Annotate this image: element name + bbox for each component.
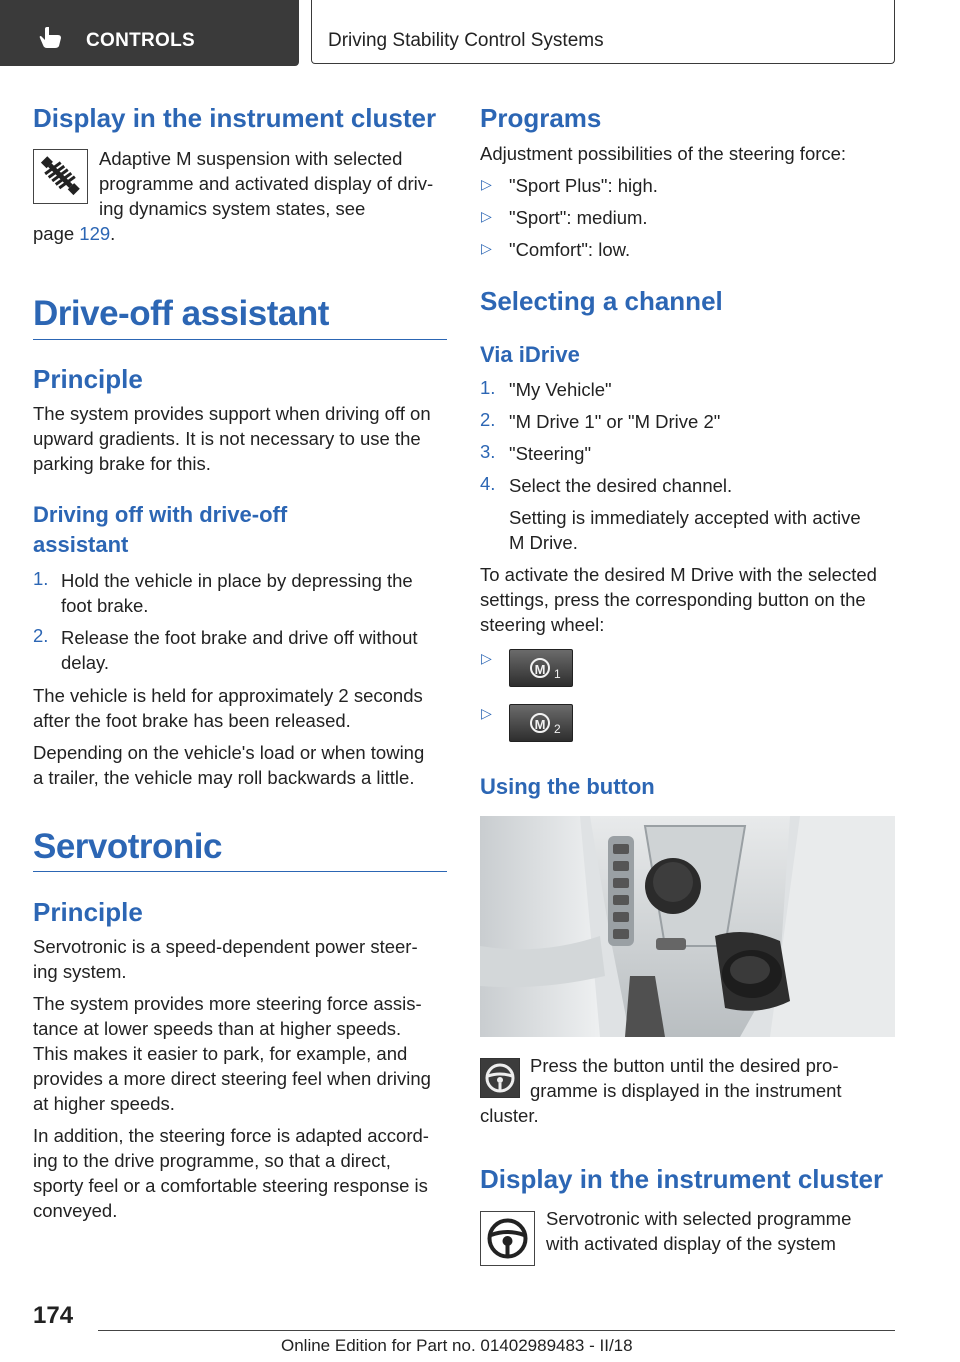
display-text-4 <box>33 221 115 247</box>
servo-2-line-3: This makes it easier to park, for example, and <box>33 1043 408 1064</box>
programs-intro: Adjustment possibilities of the steering force: <box>480 143 847 164</box>
principle-heading: Principle <box>33 364 143 394</box>
servo-principle-heading: Principle <box>33 897 143 927</box>
step-2-line-1: Release the foot brake and drive off without <box>61 627 418 648</box>
drive-off-rule <box>33 339 447 340</box>
pointing-hand-icon <box>38 26 62 48</box>
principle-line-1: The system provides support when driving off on <box>33 403 431 424</box>
page-number: 174 <box>33 1302 74 1329</box>
program-item-1: "Sport Plus": high. <box>509 175 658 196</box>
servo-2-line-5: at higher speeds. <box>33 1093 175 1114</box>
display-text-3: ing dynamics system states, see <box>99 198 366 219</box>
display-text-1: Adaptive M suspension with selected <box>99 148 403 169</box>
idrive-step-3: "Steering" <box>509 443 592 464</box>
principle-line-2: upward gradients. It is not necessary to use the <box>33 428 421 449</box>
servo-2-line-1: The system provides more steering force assis- <box>33 993 422 1014</box>
press-line-2: gramme is displayed in the instrument <box>530 1080 842 1101</box>
idrive-step-2: "M Drive 1" or "M Drive 2" <box>509 411 721 432</box>
principle-line-3: parking brake for this. <box>33 453 211 474</box>
load-line-1: Depending on the vehicle's load or when towing <box>33 742 425 763</box>
shock-absorber-icon <box>33 149 88 204</box>
activate-line-2: settings, press the corresponding button on the <box>480 589 866 610</box>
selecting-heading: Selecting a channel <box>480 286 723 316</box>
display-text-2: programme and activated display of driv- <box>99 173 434 194</box>
drive-off-heading: Drive-off assistant <box>33 294 329 333</box>
servo-1-line-1: Servotronic is a speed-dependent power steer- <box>33 936 418 957</box>
held-line-2: after the foot brake has been released. <box>33 710 351 731</box>
display2-line-2: with activated display of the system <box>546 1233 836 1254</box>
bullet-triangle-icon: ▷ <box>481 176 492 192</box>
section-label: CONTROLS <box>86 30 196 51</box>
bullet-triangle-icon: ▷ <box>481 650 492 666</box>
step4-note-line-2: M Drive. <box>509 532 578 553</box>
servo-1-line-2: ing system. <box>33 961 127 982</box>
programs-heading: Programs <box>480 103 602 133</box>
footer-rule <box>98 1330 895 1331</box>
bullet-triangle-icon: ▷ <box>481 705 492 721</box>
display-heading-2: Display in the instrument cluster <box>480 1164 884 1194</box>
load-line-2: a trailer, the vehicle may roll backwards a little. <box>33 767 415 788</box>
m-letter: M <box>530 658 550 678</box>
press-line-1: Press the button until the desired pro- <box>530 1055 839 1076</box>
using-button-heading: Using the button <box>480 774 655 799</box>
held-line-1: The vehicle is held for approximately 2 seconds <box>33 685 423 706</box>
page-ref-suffix: . <box>110 223 116 244</box>
page-link-129[interactable]: 129 <box>79 223 111 244</box>
display2-line-1: Servotronic with selected programme <box>546 1208 852 1229</box>
step4-note-line-1: Setting is immediately accepted with active <box>509 507 861 528</box>
servo-2-line-2: tance at lower speeds than at higher speeds. <box>33 1018 402 1039</box>
idrive-step-4: Select the desired channel. <box>509 475 733 496</box>
activate-line-1: To activate the desired M Drive with the selected <box>480 564 877 585</box>
servotronic-rule <box>33 871 447 872</box>
steering-wheel-icon <box>480 1058 520 1098</box>
program-item-2: "Sport": medium. <box>509 207 648 228</box>
steering-wheel-outline-icon <box>480 1211 535 1266</box>
m-letter: M <box>530 713 550 733</box>
bullet-triangle-icon: ▷ <box>481 240 492 256</box>
program-item-3: "Comfort": low. <box>509 239 631 260</box>
servo-3-line-1: In addition, the steering force is adapted accord- <box>33 1125 429 1146</box>
servo-3-line-3: sporty feel or a comfortable steering response is <box>33 1175 428 1196</box>
chapter-tab <box>311 0 895 64</box>
driving-off-heading-2: assistant <box>33 532 129 557</box>
m-drive-2-button-icon <box>509 704 573 742</box>
idrive-step-1-num: 1. <box>480 377 496 398</box>
m-sub: 2 <box>554 722 561 736</box>
step-2-line-2: delay. <box>61 652 109 673</box>
step-1-num: 1. <box>33 568 49 589</box>
driving-off-heading-1: Driving off with drive-off <box>33 502 288 527</box>
m-drive-1-button-icon <box>509 649 573 687</box>
center-console-image <box>480 816 895 1037</box>
via-idrive-heading: Via iDrive <box>480 342 580 367</box>
section-tab <box>0 0 299 66</box>
edition-text: Online Edition for Part no. 01402989483 - II/18 <box>281 1336 633 1355</box>
bullet-triangle-icon: ▷ <box>481 208 492 224</box>
servo-2-line-4: provides a more direct steering feel when driving <box>33 1068 431 1089</box>
idrive-step-2-num: 2. <box>480 409 496 430</box>
step-2-num: 2. <box>33 625 49 646</box>
step-1-line-1: Hold the vehicle in place by depressing the <box>61 570 413 591</box>
press-line-3: cluster. <box>480 1105 539 1126</box>
idrive-step-3-num: 3. <box>480 441 496 462</box>
idrive-step-1: "My Vehicle" <box>509 379 612 400</box>
m-sub: 1 <box>554 667 561 681</box>
step-1-line-2: foot brake. <box>61 595 149 616</box>
servo-3-line-2: ing to the drive programme, so that a direct, <box>33 1150 391 1171</box>
servo-3-line-4: conveyed. <box>33 1200 118 1221</box>
chapter-title: Driving Stability Control Systems <box>328 30 604 51</box>
display-heading: Display in the instrument cluster <box>33 103 437 133</box>
servotronic-heading: Servotronic <box>33 827 222 866</box>
idrive-step-4-num: 4. <box>480 473 496 494</box>
page-ref-prefix: page <box>33 223 80 244</box>
activate-line-3: steering wheel: <box>480 614 605 635</box>
